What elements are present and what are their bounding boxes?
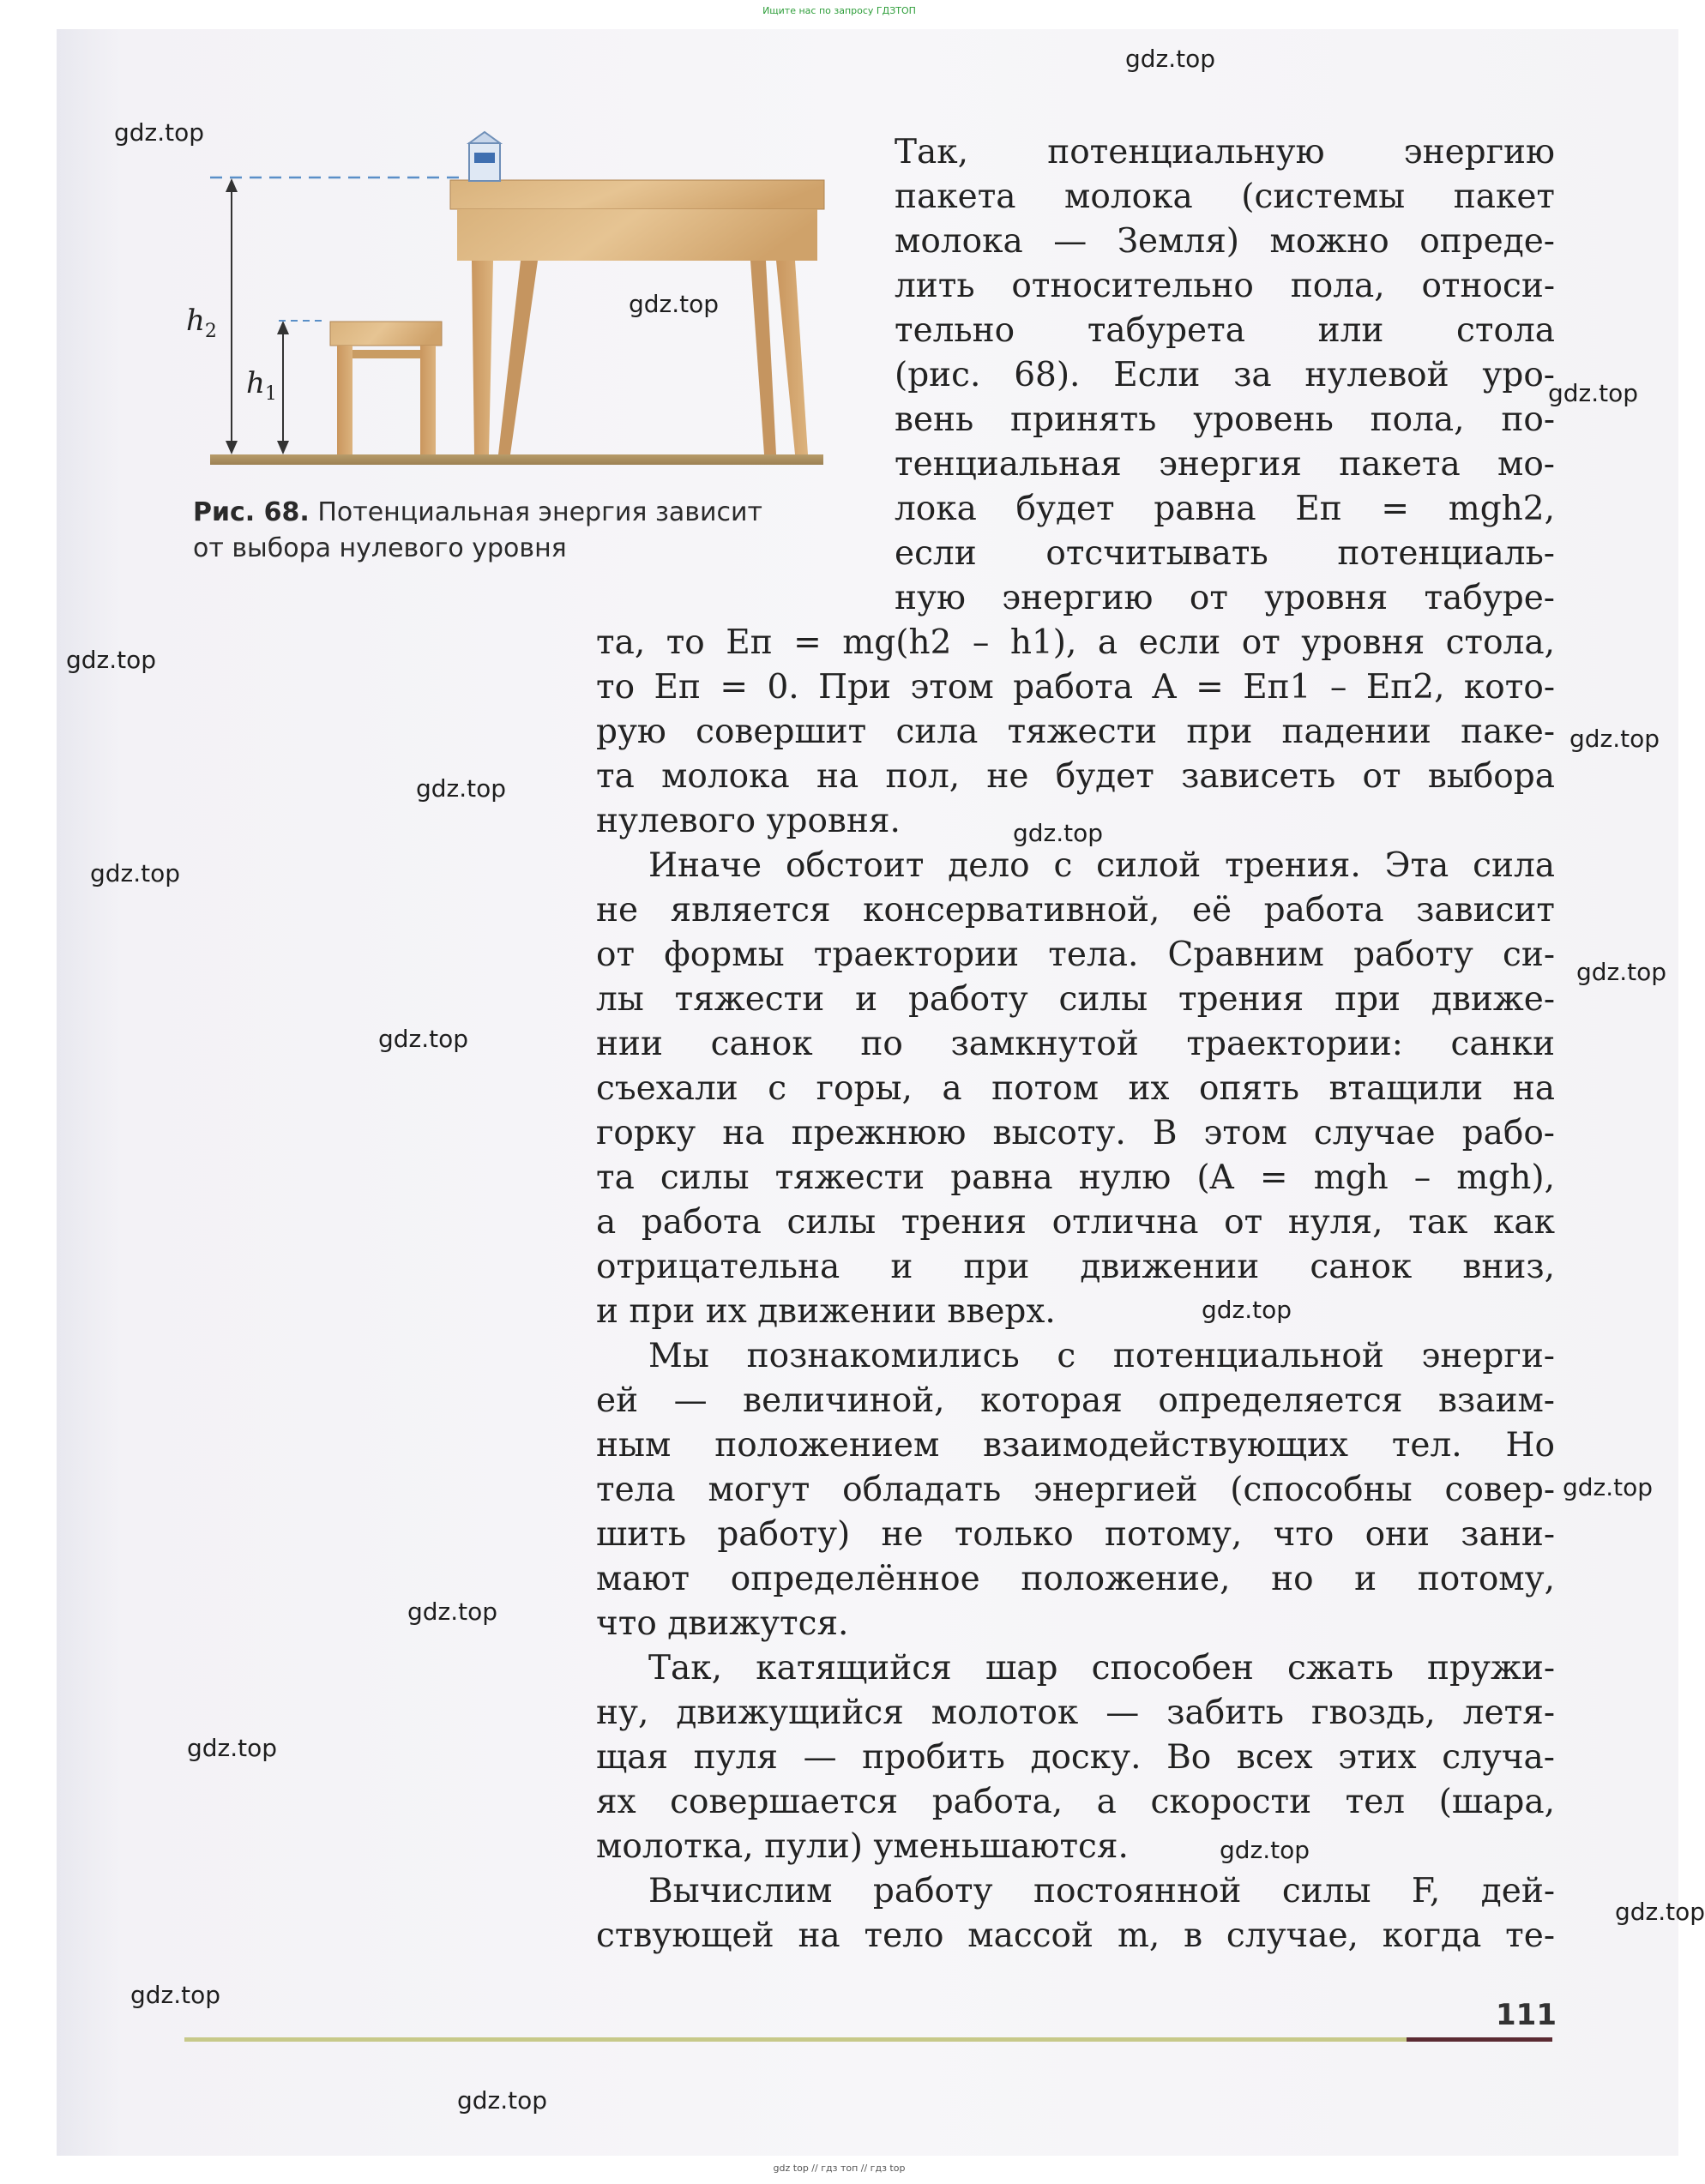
- text-line: не является консервативной, её работа зависит: [596, 891, 1555, 930]
- watermark: gdz.top: [1563, 1473, 1654, 1501]
- watermark: gdz.top: [416, 774, 507, 803]
- watermark: gdz.top: [629, 290, 720, 318]
- text-line: ей — величиной, которая определяется взаим-: [596, 1381, 1555, 1420]
- milk-carton-icon: [469, 132, 500, 181]
- watermark: gdz.top: [66, 646, 157, 674]
- watermark: gdz.top: [187, 1734, 278, 1762]
- watermark: gdz.top: [407, 1597, 498, 1626]
- watermark: gdz.top: [130, 1981, 221, 2009]
- text-line: молотка, пули) уменьшаются.: [596, 1827, 1129, 1866]
- figure-number: Рис. 68.: [193, 497, 310, 527]
- text-line: ствующей на тело массой m, в случае, когда те-: [596, 1916, 1555, 1955]
- page-number: 111: [1496, 1998, 1557, 2032]
- text-line: от формы траектории тела. Сравним работу си-: [596, 936, 1555, 974]
- text-line: щая пуля — пробить доску. Во всех этих случа-: [596, 1738, 1555, 1777]
- footer-note: gdz top // гдз топ // гдз top: [773, 2163, 906, 2174]
- text-line: (рис. 68). Если за нулевой уро-: [895, 356, 1555, 394]
- text-line: та, то Eп = mg(h2 – h1), а если от уровня стола,: [596, 623, 1555, 662]
- text-line: мают определённое положение, но и потому,: [596, 1560, 1555, 1598]
- text-line: то Eп = 0. При этом работа A = Eп1 – Eп2, кото-: [596, 668, 1555, 707]
- text-line: нии санок по замкнутой траектории: санки: [596, 1025, 1555, 1063]
- text-line: горку на прежнюю высоту. В этом случае рабо-: [596, 1114, 1555, 1152]
- text-line: ну, движущийся молоток — забить гвоздь, летя-: [596, 1694, 1555, 1732]
- text-line: а работа силы трения отлична от нуля, так как: [596, 1203, 1555, 1242]
- footer-rule: [184, 2037, 1479, 2042]
- figure-caption: [193, 495, 845, 567]
- text-line: если отсчитывать потенциаль-: [895, 534, 1555, 573]
- text-line: отрицательна и при движении санок вниз,: [596, 1248, 1555, 1286]
- watermark: gdz.top: [1013, 819, 1104, 847]
- header-note: Ищите нас по запросу ГДЗТОП: [762, 5, 916, 16]
- text-line: что движутся.: [596, 1604, 849, 1643]
- text-line: шить работу) не только потому, что они зани-: [596, 1515, 1555, 1554]
- text-line: тенциальная энергия пакета мо-: [895, 445, 1555, 484]
- text-line: ях совершается работа, а скорости тел (шара,: [596, 1783, 1555, 1821]
- text-line: Вычислим работу постоянной силы F, дей-: [648, 1872, 1555, 1910]
- text-line: пакета молока (системы пакет: [895, 177, 1555, 216]
- text-line: вень принять уровень пола, по-: [895, 400, 1555, 439]
- figure-68: [184, 129, 836, 489]
- watermark: gdz.top: [1615, 1898, 1705, 1926]
- text-line: лока будет равна Eп = mgh2,: [895, 490, 1555, 528]
- table-stool-illustration: [184, 129, 836, 489]
- text-line: тельно табурета или стола: [895, 311, 1555, 350]
- text-line: та силы тяжести равна нулю (A = mgh – mgh),: [596, 1158, 1555, 1197]
- floor: [210, 454, 823, 465]
- text-line: лить относительно пола, относи-: [895, 267, 1555, 305]
- text-line: рую совершит сила тяжести при падении паке-: [596, 713, 1555, 751]
- text-line: Мы познакомились с потенциальной энерги-: [648, 1337, 1555, 1375]
- text-line: ным положением взаимодействующих тел. Но: [596, 1426, 1555, 1465]
- text-line: Иначе обстоит дело с силой трения. Эта сила: [648, 846, 1555, 885]
- watermark: gdz.top: [1548, 379, 1639, 407]
- watermark: gdz.top: [1125, 45, 1216, 73]
- text-line: лы тяжести и работу силы трения при движе-: [596, 980, 1555, 1019]
- stool: [330, 322, 442, 454]
- text-line: ную энергию от уровня табуре-: [895, 579, 1555, 617]
- text-line: Так, катящийся шар способен сжать пружи-: [648, 1649, 1555, 1688]
- watermark: gdz.top: [114, 118, 205, 147]
- watermark: gdz.top: [457, 2086, 548, 2115]
- watermark: gdz.top: [1202, 1296, 1292, 1324]
- text-line: тела могут обладать энергией (способны совер-: [596, 1471, 1555, 1509]
- watermark: gdz.top: [378, 1025, 469, 1053]
- caption-line-1: Потенциальная энергия зависит: [317, 497, 762, 527]
- watermark: gdz.top: [1576, 958, 1667, 986]
- text-line: съехали с горы, а потом их опять втащили на: [596, 1069, 1555, 1108]
- watermark: gdz.top: [1220, 1836, 1310, 1864]
- text-line: нулевого уровня.: [596, 802, 901, 840]
- text-line: Так, потенциальную энергию: [895, 133, 1555, 171]
- text-line: молока — Земля) можно опреде-: [895, 222, 1555, 261]
- watermark: gdz.top: [1569, 725, 1660, 753]
- text-line: и при их движении вверх.: [596, 1292, 1056, 1331]
- h2-label: $h_2$: [186, 304, 217, 342]
- h1-label: $h_1$: [246, 366, 277, 405]
- text-line: та молока на пол, не будет зависеть от выбора: [596, 757, 1555, 796]
- footer-rule-accent: [1407, 2037, 1552, 2042]
- watermark: gdz.top: [90, 859, 181, 887]
- caption-line-2: от выбора нулевого уровня: [193, 533, 567, 563]
